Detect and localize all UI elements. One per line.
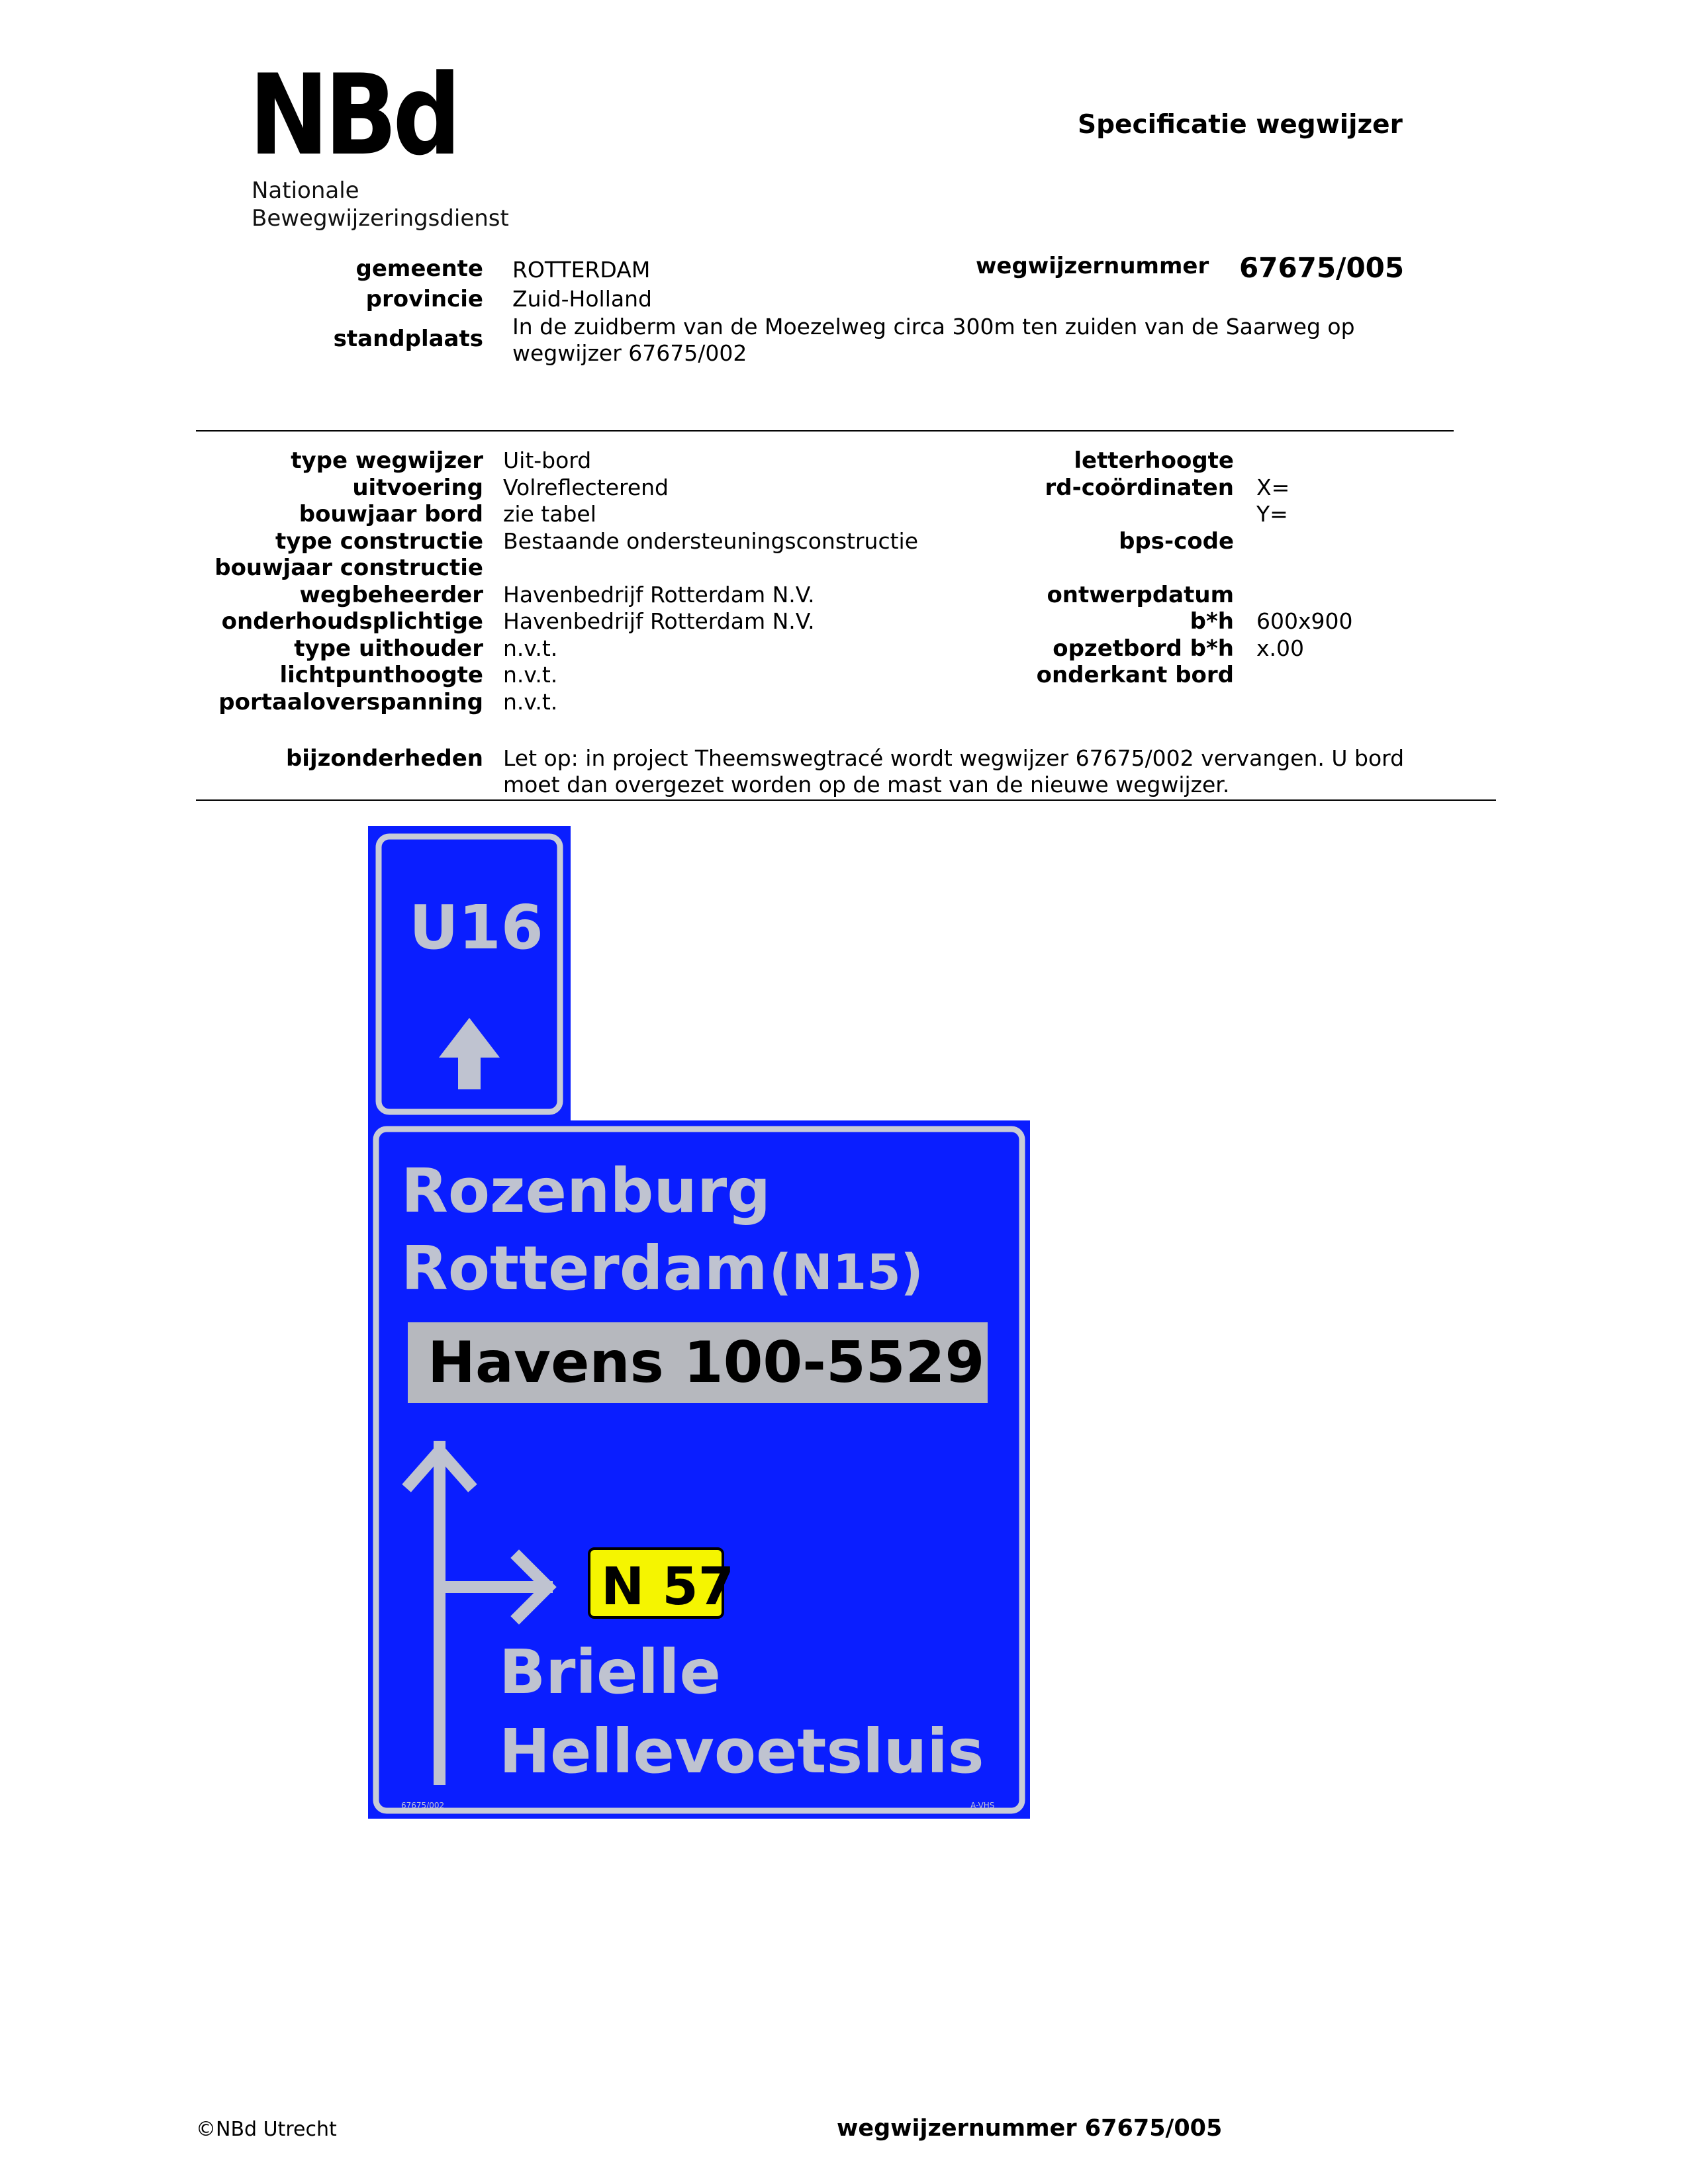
spec-value: n.v.t. bbox=[503, 662, 558, 688]
spec-label-right: onderkant bord bbox=[1036, 662, 1234, 688]
spec-label-right: letterhoogte bbox=[1074, 447, 1234, 474]
spec-label: uitvoering bbox=[352, 474, 483, 501]
spec-label: bouwjaar constructie bbox=[214, 555, 483, 581]
destination-rotterdam: Rotterdam bbox=[401, 1233, 768, 1304]
destination-brielle: Brielle bbox=[499, 1637, 721, 1707]
bijzonderheden-label: bijzonderheden bbox=[285, 745, 483, 772]
spec-label-right: ontwerpdatum bbox=[1047, 581, 1234, 608]
spec-label: wegbeheerder bbox=[299, 581, 483, 608]
spec-value: Uit-bord bbox=[503, 447, 592, 473]
route-shield-text: N 57 bbox=[601, 1557, 734, 1617]
destination-hellevoetsluis: Hellevoetsluis bbox=[499, 1716, 984, 1787]
spec-label: lichtpunthoogte bbox=[279, 662, 483, 688]
standplaats-line1: In de zuidberm van de Moezelweg circa 300m ten zuiden van de Saarweg op bbox=[512, 314, 1355, 340]
provincie-label: provincie bbox=[365, 286, 483, 312]
spec-label: type wegwijzer bbox=[291, 447, 483, 474]
spec-value: Havenbedrijf Rotterdam N.V. bbox=[503, 581, 815, 608]
nbd-logo: NBd bbox=[249, 50, 457, 180]
spec-label: type constructie bbox=[275, 527, 483, 555]
spec-label-right: b*h bbox=[1190, 608, 1234, 635]
spec-value-right: x.00 bbox=[1256, 635, 1305, 661]
bijzonderheden-line2: moet dan overgezet worden op de mast van de nieuwe wegwijzer. bbox=[503, 772, 1230, 797]
bijzonderheden-line1: Let op: in project Theemswegtracé wordt wegwijzer 67675/002 vervangen. U bord bbox=[503, 745, 1405, 771]
sign-code-right: A-VHS bbox=[970, 1801, 995, 1810]
spec-label: onderhoudsplichtige bbox=[221, 608, 483, 635]
document-title: Specificatie wegwijzer bbox=[1078, 110, 1403, 140]
spec-label-right: opzetbord b*h bbox=[1053, 635, 1234, 662]
spec-value: n.v.t. bbox=[503, 635, 558, 661]
spec-value: Havenbedrijf Rotterdam N.V. bbox=[503, 608, 815, 634]
spec-label: bouwjaar bord bbox=[299, 501, 483, 527]
route-n15: (N15) bbox=[769, 1244, 923, 1301]
spec-value-right: X= bbox=[1256, 474, 1290, 500]
divider-top bbox=[196, 430, 1454, 432]
logo-subtitle-line1: Nationale bbox=[252, 177, 359, 204]
wegwijzernummer-label: wegwijzernummer bbox=[976, 253, 1209, 279]
gemeente-label: gemeente bbox=[355, 255, 483, 282]
divider-bottom bbox=[196, 799, 1496, 801]
wegwijzernummer-value: 67675/005 bbox=[1239, 251, 1405, 284]
gemeente-value: ROTTERDAM bbox=[512, 257, 651, 283]
provincie-value: Zuid-Holland bbox=[512, 286, 652, 312]
spec-value: Bestaande ondersteuningsconstructie bbox=[503, 527, 918, 554]
footer-copyright: ©NBd Utrecht bbox=[196, 2118, 337, 2141]
spec-value: Volreflecterend bbox=[503, 474, 669, 500]
spec-label-right: bps-code bbox=[1119, 527, 1234, 555]
top-panel-route-number: U16 bbox=[409, 892, 543, 963]
spec-value: n.v.t. bbox=[503, 688, 558, 715]
spec-value-right: Y= bbox=[1256, 501, 1288, 527]
footer-wegwijzernummer: wegwijzernummer 67675/005 bbox=[837, 2115, 1223, 2142]
spec-label: type uithouder bbox=[294, 635, 483, 662]
spec-label-right: rd-coördinaten bbox=[1045, 474, 1234, 501]
spec-value: zie tabel bbox=[503, 501, 596, 527]
road-sign bbox=[368, 826, 1030, 1819]
spec-value-right: 600x900 bbox=[1256, 608, 1353, 634]
spec-label: portaaloverspanning bbox=[218, 688, 483, 715]
standplaats-line2: wegwijzer 67675/002 bbox=[512, 340, 747, 366]
destination-rozenburg: Rozenburg bbox=[401, 1156, 771, 1226]
sign-code-left: 67675/002 bbox=[401, 1801, 445, 1810]
logo-subtitle-line2: Bewegwijzeringsdienst bbox=[252, 205, 509, 232]
standplaats-label: standplaats bbox=[333, 326, 483, 352]
havens-text: Havens 100-5529 bbox=[428, 1330, 985, 1396]
